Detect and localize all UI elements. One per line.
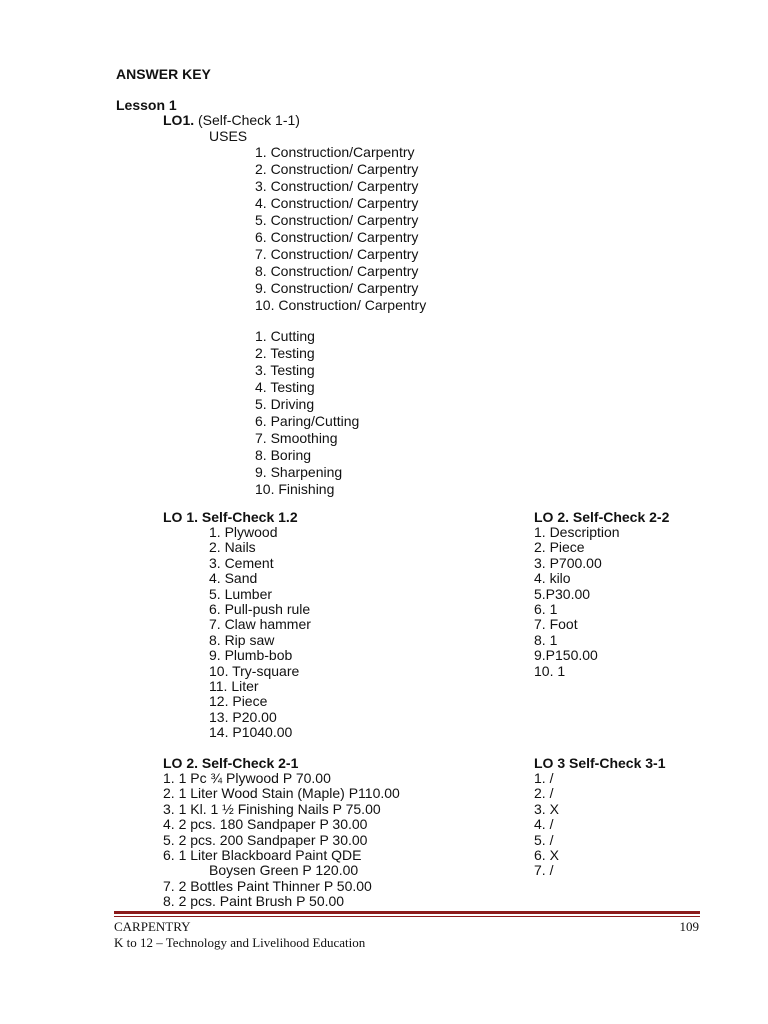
list-item: 6. Construction/ Carpentry [255, 229, 419, 245]
list-item: 7. 2 Bottles Paint Thinner P 50.00 [163, 877, 372, 894]
list-item: 7. Claw hammer [209, 616, 311, 633]
list-item: 10. 1 [534, 662, 566, 679]
list-item: 7. Foot [534, 616, 578, 633]
list-item: 6. Paring/Cutting [255, 413, 360, 429]
list-item: 3. Testing [255, 362, 315, 378]
page-title: ANSWER KEY [116, 66, 211, 82]
list-item: 8. Boring [255, 447, 312, 463]
list-item: 3. Construction/ Carpentry [255, 178, 419, 194]
list-item: 5. Driving [255, 396, 315, 412]
list-item: 5. Construction/ Carpentry [255, 212, 419, 228]
list-item: 4. Sand [209, 570, 258, 587]
uses-label: USES [209, 128, 248, 144]
list-item: 4. 2 pcs. 180 Sandpaper P 30.00 [163, 816, 368, 833]
list-item: 2. Construction/ Carpentry [255, 161, 419, 177]
functions-list [255, 328, 359, 498]
list-item: 3. P700.00 [534, 554, 602, 571]
list-item: 7. / [534, 862, 554, 879]
list-item: 2. Testing [255, 345, 315, 361]
list-item: 9. Plumb-bob [209, 647, 293, 664]
list-item: 1. 1 Pc ¾ Plywood P 70.00 [163, 770, 331, 786]
list-item: 1. Construction/Carpentry [255, 144, 415, 160]
list-item: 9.P150.00 [534, 647, 598, 664]
list-item: 1. Cutting [255, 328, 315, 344]
list-item: 2. 1 Liter Wood Stain (Maple) P110.00 [163, 785, 400, 802]
list-item: 8. Rip saw [209, 631, 275, 648]
self-check-2-1-heading: LO 2. Self-Check 2-1 [163, 755, 299, 771]
list-item: 1. Description [534, 524, 620, 540]
footer-rule-thick [114, 911, 700, 914]
list-item: 4. Testing [255, 379, 315, 395]
list-item: 6. X [534, 847, 559, 864]
list-item: 6. 1 [534, 601, 558, 618]
self-check-1-2-heading: LO 1. Self-Check 1.2 [163, 509, 298, 525]
list-item: 6. Pull-push rule [209, 601, 311, 618]
list-item: Boysen Green P 120.00 [209, 862, 359, 879]
self-check-2-1-list [163, 771, 400, 910]
self-check-1-2-list [209, 525, 311, 741]
lo1-heading [163, 112, 300, 129]
list-item: 3. Cement [209, 554, 274, 571]
list-item: 14. P1040.00 [209, 724, 293, 741]
list-item: 8. Construction/ Carpentry [255, 263, 419, 279]
list-item: 4. Construction/ Carpentry [255, 195, 419, 211]
page-number: 109 [679, 919, 699, 934]
list-item: 2. Nails [209, 539, 256, 556]
self-check-3-1-heading: LO 3 Self-Check 3-1 [534, 755, 666, 771]
list-item: 1. Plywood [209, 524, 278, 540]
list-item: 4. kilo [534, 570, 571, 587]
list-item: 5.P30.00 [534, 585, 591, 602]
list-item: 13. P20.00 [209, 708, 277, 725]
footer-subject: CARPENTRY [114, 919, 191, 934]
list-item: 5. / [534, 831, 554, 848]
self-check-3-1-list [534, 771, 559, 879]
lesson-heading: Lesson 1 [116, 97, 177, 113]
lo1-note: (Self-Check 1-1) [194, 112, 300, 128]
uses-list [255, 144, 426, 314]
list-item: 8. 2 pcs. Paint Brush P 50.00 [163, 893, 345, 910]
list-item: 6. 1 Liter Blackboard Paint QDE [163, 847, 362, 864]
list-item: 8. 1 [534, 631, 558, 648]
list-item: 5. 2 pcs. 200 Sandpaper P 30.00 [163, 831, 368, 848]
list-item: 2. Piece [534, 539, 585, 556]
list-item: 2. / [534, 785, 554, 802]
self-check-2-2-list [534, 525, 620, 679]
list-item: 10. Finishing [255, 481, 335, 497]
list-item: 7. Smoothing [255, 430, 338, 446]
list-item: 10. Construction/ Carpentry [255, 297, 427, 313]
list-item: 7. Construction/ Carpentry [255, 246, 419, 262]
list-item: 9. Construction/ Carpentry [255, 280, 419, 296]
list-item: 9. Sharpening [255, 464, 343, 480]
list-item: 11. Liter [209, 678, 259, 695]
list-item: 5. Lumber [209, 585, 273, 602]
lo1-label: LO1. [163, 112, 195, 128]
list-item: 1. / [534, 770, 554, 786]
self-check-2-2-heading: LO 2. Self-Check 2-2 [534, 509, 670, 525]
footer-rule-thin [114, 916, 700, 917]
list-item: 12. Piece [209, 693, 268, 710]
list-item: 3. X [534, 800, 559, 817]
list-item: 10. Try-square [209, 662, 300, 679]
footer-course: K to 12 – Technology and Livelihood Education [114, 935, 366, 950]
list-item: 3. 1 Kl. 1 ½ Finishing Nails P 75.00 [163, 800, 381, 817]
list-item: 4. / [534, 816, 554, 833]
